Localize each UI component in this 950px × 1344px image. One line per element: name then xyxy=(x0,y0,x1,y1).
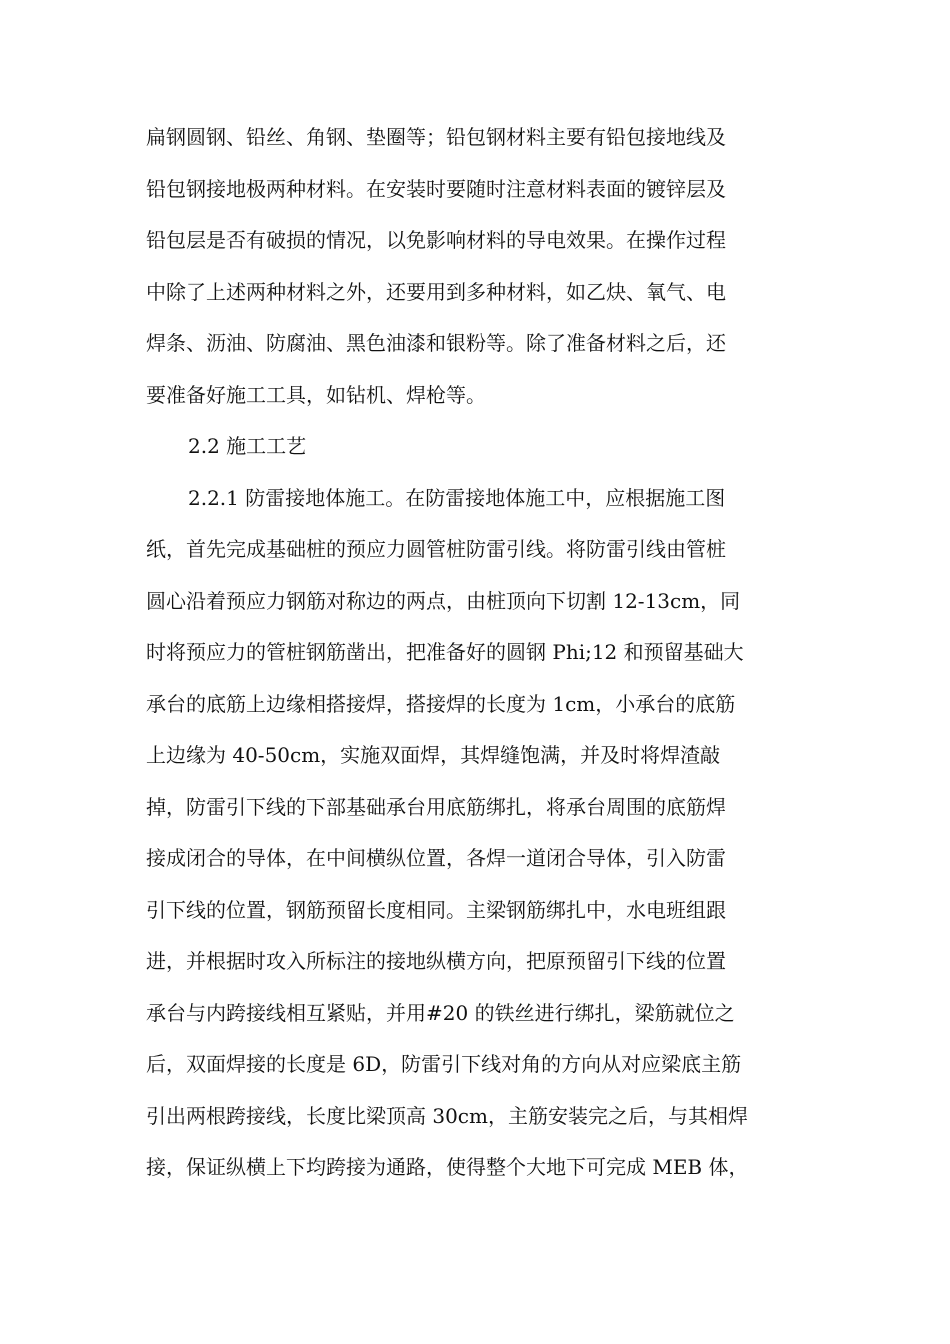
text-line: 铅包层是否有破损的情况，以免影响材料的导电效果。在操作过程 xyxy=(146,228,726,252)
text-line: 引出两根跨接线，长度比梁顶高 30cm，主筋安装完之后，与其相焊 xyxy=(146,1103,748,1128)
text-line: 时将预应力的管桩钢筋凿出，把准备好的圆钢 Phi;12 和预留基础大 xyxy=(146,640,744,664)
text-line: 接成闭合的导体，在中间横纵位置，各焊一道闭合导体，引入防雷 xyxy=(146,846,726,870)
text-line: 掉，防雷引下线的下部基础承台用底筋绑扎，将承台周围的底筋焊 xyxy=(146,794,726,819)
text-line: 接，保证纵横上下均跨接为通路，使得整个大地下可完成 MEB 体， xyxy=(146,1155,749,1179)
text-line: 后，双面焊接的长度是 6D，防雷引下线对角的方向从对应梁底主筋 xyxy=(146,1052,742,1076)
text-line: 纸，首先完成基础桩的预应力圆管桩防雷引线。将防雷引线由管桩 xyxy=(146,537,726,561)
text-line: 焊条、沥油、防腐油、黑色油漆和银粉等。除了准备材料之后，还 xyxy=(146,331,726,355)
text-line: 要准备好施工工具，如钻机、焊枪等。 xyxy=(146,382,486,407)
text-line: 引下线的位置，钢筋预留长度相同。主梁钢筋绑扎中，水电班组跟 xyxy=(146,897,726,922)
text-line: 承台的底筋上边缘相搭接焊，搭接焊的长度为 1cm，小承台的底筋 xyxy=(146,691,736,716)
text-line: 进，并根据时攻入所标注的接地纵横方向，把原预留引下线的位置 xyxy=(146,949,726,973)
section-heading: 2.2 施工工艺 xyxy=(188,434,307,458)
text-line: 圆心沿着预应力钢筋对称边的两点，由桩顶向下切割 12-13cm，同 xyxy=(146,588,741,613)
text-line: 铅包钢接地极两种材料。在安装时要随时注意材料表面的镀锌层及 xyxy=(146,176,726,201)
text-line: 上边缘为 40-50cm，实施双面焊，其焊缝饱满，并及时将焊渣敲 xyxy=(146,743,721,767)
text-line: 承台与内跨接线相互紧贴，并用#20 的铁丝进行绑扎，梁筋就位之 xyxy=(146,1000,735,1025)
body-text xyxy=(146,117,806,1199)
text-line: 中除了上述两种材料之外，还要用到多种材料，如乙炔、氧气、电 xyxy=(146,279,726,304)
paragraph-first-line: 2.2.1 防雷接地体施工。在防雷接地体施工中，应根据施工图 xyxy=(188,485,726,510)
text-line: 扁钢圆钢、铅丝、角钢、垫圈等；铅包钢材料主要有铅包接地线及 xyxy=(146,125,726,149)
